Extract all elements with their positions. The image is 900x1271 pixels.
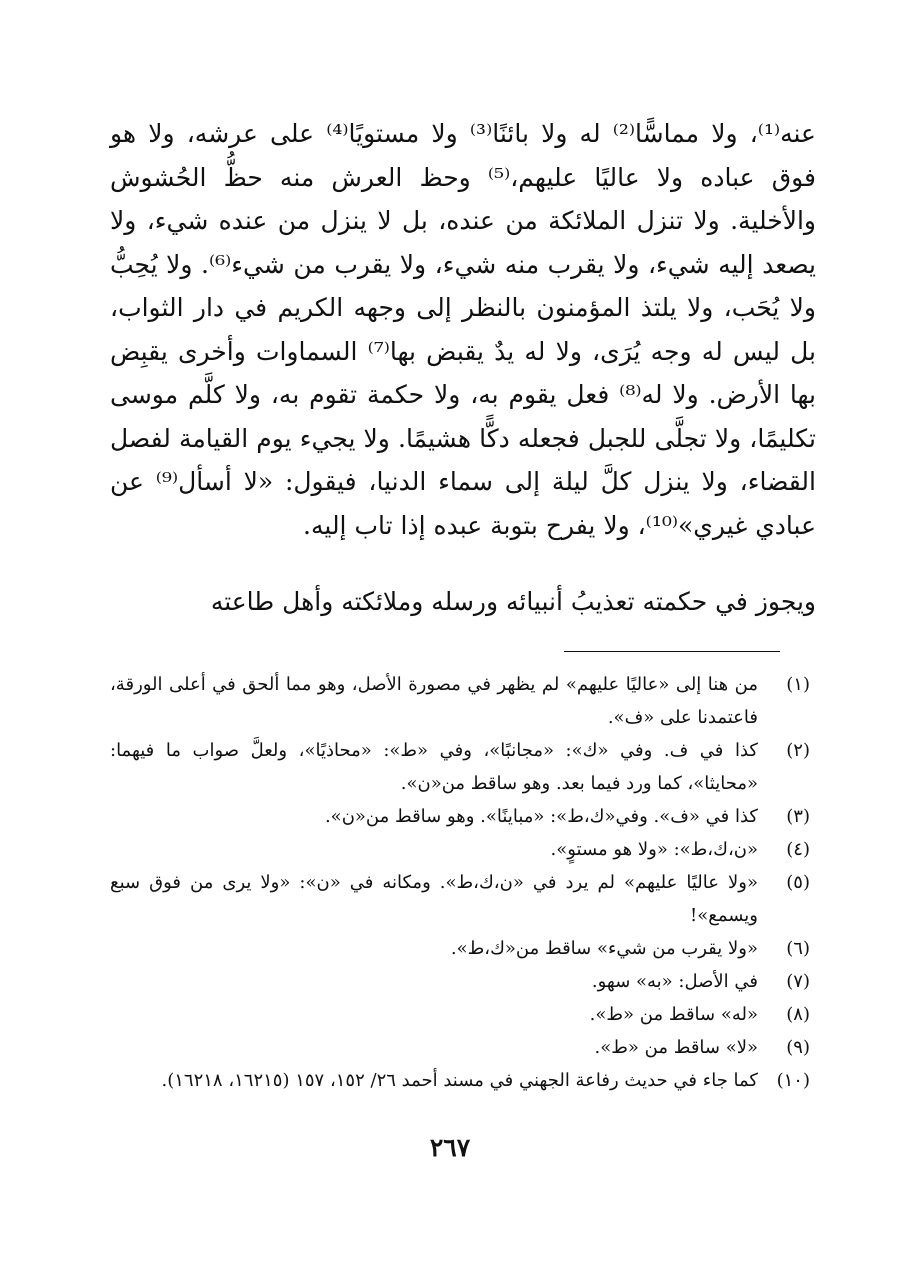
- footnote-number: (٧): [786, 971, 810, 992]
- footnote-item: [110, 932, 810, 965]
- footnote-number: (٨): [786, 1004, 810, 1025]
- footnote-text: كما جاء في حديث رفاعة الجهني في مسند أحمد ٢٦/ ١٥٢، ١٥٧ (١٦٢١٥، ١٦٢١٨).: [161, 1070, 758, 1091]
- footnote-text: «ن،ك،ط»: «ولا هو مستوٍ».: [550, 839, 758, 860]
- footnote-item: [110, 998, 810, 1031]
- footnote-item: [110, 668, 810, 734]
- footnote-number: (٤): [786, 839, 810, 860]
- footnote-number: (٩): [786, 1037, 810, 1058]
- footnote-number: (٢): [786, 740, 810, 761]
- page-number: ٢٦٧: [429, 1133, 471, 1162]
- footnote-item: [110, 965, 810, 998]
- footnote-item: [110, 866, 810, 932]
- footnote-text: «ولا يقرب من شيء» ساقط من«ك،ط».: [450, 938, 758, 959]
- main-text-block: [110, 112, 816, 547]
- second-paragraph: ويجوز في حكمته تعذيبُ أنبيائه ورسله وملائكته وأهل طاعته: [210, 587, 816, 616]
- footnote-number: (١): [786, 674, 810, 695]
- footnote-item: [110, 1064, 810, 1097]
- footnote-text: من هنا إلى «عاليًا عليهم» لم يظهر في مصورة الأصل، وهو مما ألحق في أعلى الورقة، فاعتمدنا على «ف».: [110, 674, 758, 728]
- footnote-item: [110, 800, 810, 833]
- footnote-number: (٣): [786, 806, 810, 827]
- footnote-text: «لا» ساقط من «ط».: [594, 1037, 758, 1058]
- footnote-number: (١٠): [776, 1070, 810, 1091]
- footnote-number: (٥): [786, 872, 810, 893]
- footnote-divider: [564, 651, 780, 652]
- footnote-text: في الأصل: «به» سهو.: [591, 971, 758, 992]
- footnotes-list: [110, 668, 810, 1097]
- footnote-item: [110, 734, 810, 800]
- footnote-text: كذا في «ف». وفي«ك،ط»: «مباينًا». وهو ساقط من«ن».: [324, 806, 758, 827]
- footnote-text: «ولا عاليًا عليهم» لم يرد في «ن،ك،ط». ومكانه في «ن»: «ولا يرى من فوق سبع ويسمع»!: [110, 872, 758, 926]
- footnote-text: كذا في ف. وفي «ك»: «مجانبًا»، وفي «ط»: «محاذيًا»، ولعلَّ صواب ما فيهما: «محايثا»، كما ورد فيما بعد. وهو ساقط من«ن».: [110, 740, 758, 794]
- footnote-number: (٦): [786, 938, 810, 959]
- footnote-item: [110, 833, 810, 866]
- footnote-item: [110, 1031, 810, 1064]
- footnote-text: «له» ساقط من «ط».: [589, 1004, 758, 1025]
- main-paragraph: عنه⁽¹⁾، ولا مماسًّا⁽²⁾ له ولا بائنًا⁽³⁾ ولا مستويًا⁽⁴⁾ على عرشه، ولا هو فوق عباده ولا عاليًا عليهم،⁽⁵⁾ وحظ العرش منه حظُّ الحُشوش والأخلية. ولا تنزل الملائكة من عنده، بل لا ينزل من عنده شيء، ولا يصعد إليه شيء، ولا يقرب منه شيء، ولا يقرب من شيء⁽⁶⁾. ولا يُحِبُّ ولا يُحَب، ولا يلتذ المؤمنون بالنظر إلى وجهه الكريم في دار الثواب، بل ليس له وجه يُرَى، ولا له يدٌ يقبض بها⁽⁷⁾ السماوات وأخرى يقبِض بها الأرض. ولا له⁽⁸⁾ فعل يقوم به، ولا حكمة تقوم به، ولا كلَّم موسى تكليمًا، ولا تجلَّى للجبل فجعله دكًّا هشيمًا. ولا يجيء يوم القيامة لفصل القضاء، ولا ينزل كلَّ ليلة إلى سماء الدنيا، فيقول: «لا أسأل⁽⁹⁾ عن عبادي غيري»⁽¹⁰⁾، ولا يفرح بتوبة عبده إذا تاب إليه.: [110, 119, 816, 540]
